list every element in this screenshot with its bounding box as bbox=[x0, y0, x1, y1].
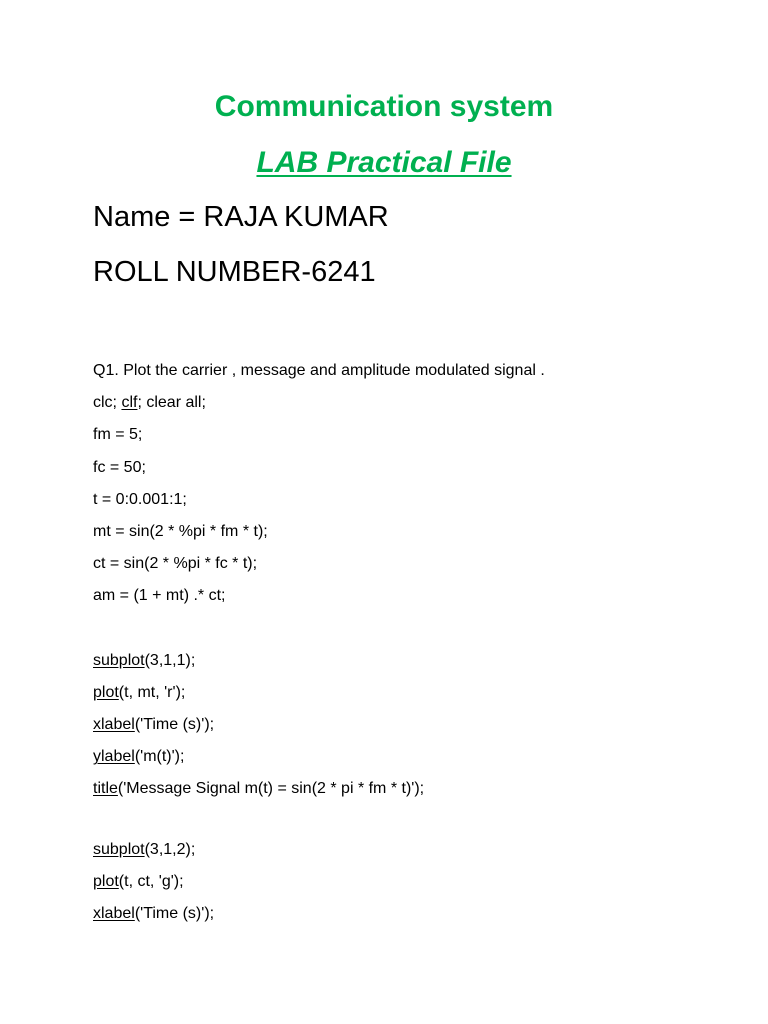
blank-line bbox=[93, 618, 733, 650]
code-function: xlabel bbox=[93, 905, 135, 922]
code-function: subplot bbox=[93, 651, 145, 669]
code-line: am = (1 + mt) .* ct; bbox=[93, 587, 226, 605]
code-line bbox=[93, 682, 733, 714]
code-text: ('Time (s)'); bbox=[134, 716, 215, 734]
code-line: fc = 50; bbox=[93, 458, 146, 476]
code-text: ; clear all; bbox=[137, 394, 206, 412]
code-line: t = 0:0.001:1; bbox=[93, 490, 187, 508]
code-text: ('Message Signal m(t) = sin(2 * pi * fm * t)'); bbox=[117, 780, 425, 798]
code-line: fm = 5; bbox=[93, 426, 143, 444]
code-function: clf bbox=[121, 394, 138, 412]
code-function: xlabel bbox=[93, 716, 135, 734]
student-name: Name = RAJA KUMAR bbox=[93, 201, 389, 233]
code-function: plot bbox=[93, 683, 119, 701]
code-function: plot bbox=[93, 872, 119, 890]
roll-number: ROLL NUMBER-6241 bbox=[93, 256, 376, 288]
document-subtitle: LAB Practical File bbox=[256, 146, 512, 179]
code-line bbox=[93, 650, 733, 682]
code-text: clc; bbox=[93, 394, 122, 412]
code-line bbox=[93, 903, 733, 935]
code-line bbox=[93, 714, 733, 746]
code-function: title bbox=[93, 780, 118, 798]
document-title: Communication system bbox=[214, 90, 554, 123]
code-line bbox=[93, 778, 733, 810]
code-text: ('Time (s)'); bbox=[134, 905, 215, 922]
code-block bbox=[93, 360, 733, 935]
code-line: mt = sin(2 * %pi * fm * t); bbox=[93, 522, 268, 540]
code-line: ct = sin(2 * %pi * fc * t); bbox=[93, 555, 258, 573]
code-text: (3,1,2); bbox=[144, 840, 196, 858]
blank-line bbox=[93, 811, 733, 839]
code-text: (t, ct, 'g'); bbox=[118, 872, 184, 890]
code-function: ylabel bbox=[93, 748, 135, 766]
code-line bbox=[93, 839, 733, 871]
code-line bbox=[93, 871, 733, 903]
code-text: ('m(t)'); bbox=[134, 748, 185, 766]
code-function: subplot bbox=[93, 840, 145, 858]
code-text: (t, mt, 'r'); bbox=[118, 683, 186, 701]
code-line bbox=[93, 746, 733, 778]
question-text: Q1. Plot the carrier , message and amplitude modulated signal . bbox=[93, 362, 545, 379]
code-line bbox=[93, 392, 733, 424]
code-text: (3,1,1); bbox=[144, 651, 196, 669]
